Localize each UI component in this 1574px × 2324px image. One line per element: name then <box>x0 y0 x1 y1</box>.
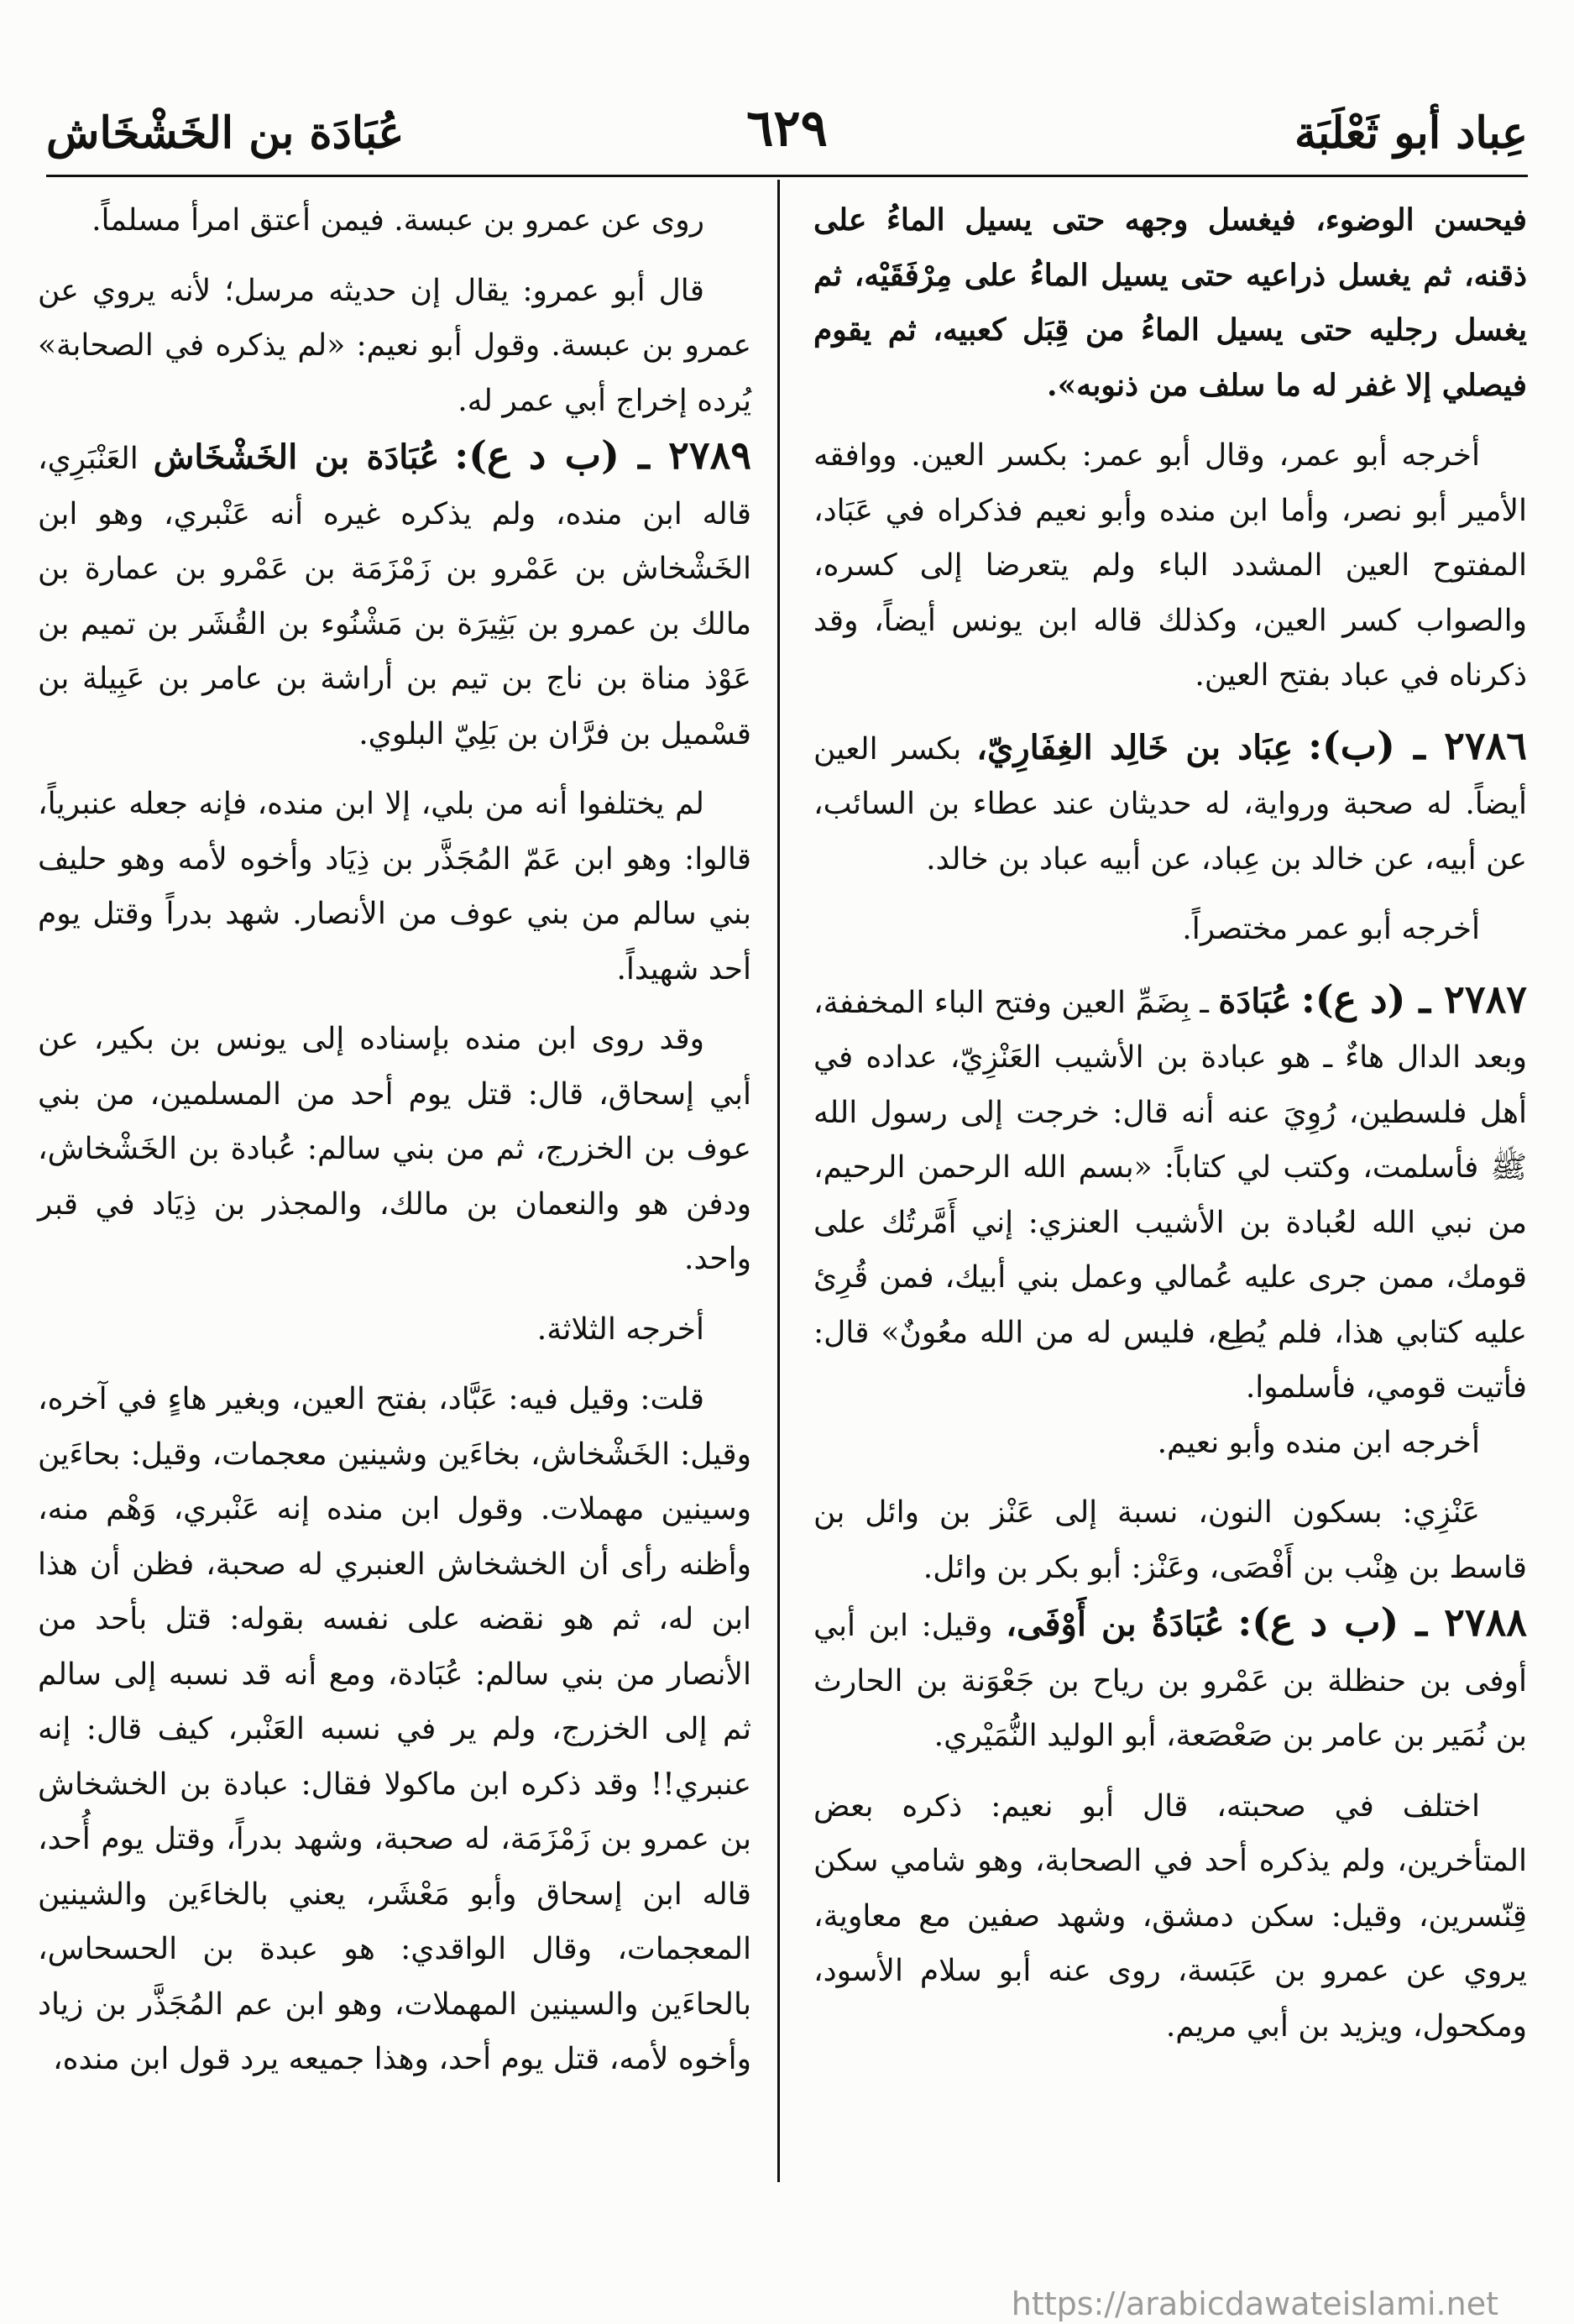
paragraph: اختلف في صحبته، قال أبو نعيم: ذكره بعض المتأخرين، ولم يذكره أحد في الصحابة، وهو شامي سكن قِنّسرين، وقيل: سكن دمشق، وشهد صفين مع معاوية، يروي عن عمرو بن عَبَسة، روى عنه أبو سلام الأسود، ومكحول، ويزيد بن أبي مريم. <box>813 1788 1527 2044</box>
entry-text: العَنْبَرِي، قاله ابن منده، ولم يذكره غيره أنه عَنْبري، وهو ابن الخَشْخاش بن عَمْرو بن زَمْزَمَة بن عَمْرو بن عمارة بن مالك بن عمرو بن بَثِيرَة بن مَشْنُوء بن القُشَر بن تميم بن عَوْذ مناة بن ناج بن تيم بن أراشة بن عامر بن عَبِيلة بن قسْميل بن فرَّان بن بَلِيّ البلوي. <box>38 442 751 751</box>
entry-number: ٢٧٨٦ ـ (ب): <box>1308 722 1527 768</box>
entry-2788 <box>813 1595 1527 1764</box>
entry-2787 <box>813 972 1527 1416</box>
entry-number: ٢٧٨٩ ـ (ب د ع): <box>454 432 751 478</box>
left-column <box>38 193 751 2087</box>
entry-name: عِبَاد بن خَالِد الغِفَارِيّ، <box>976 727 1294 767</box>
page-header <box>46 99 1528 183</box>
paragraph: أخرجه أبو عمر، وقال أبو عمر: بكسر العين. ووافقه الأمير أبو نصر، وأما ابن منده وأبو نعيم فذكراه في عَبَاد، المفتوح العين المشدد الباء ولم يتعرضا إلى كسره، والصواب كسر العين، وكذلك قاله ابن يونس أيضاً، وقد ذكرناه في عباد بفتح العين. <box>813 438 1527 693</box>
paragraph: وقد روى ابن منده بإسناده إلى يونس بن بكير، عن أبي إسحاق، قال: قتل يوم أحد من المسلمين، من بني عوف بن الخزرج، ثم من بني سالم: عُبادة بن الخَشْخاش، ودفن هو والنعمان بن مالك، والمجذر بن ذِيَاد في قبر واحد. <box>38 1022 752 1276</box>
paragraph: أخرجه ابن منده وأبو نعيم. <box>1157 1425 1480 1460</box>
column-divider <box>777 180 780 2182</box>
header-rule <box>46 175 1528 177</box>
entry-text: ـ بِضَمِّ العين وفتح الباء المخففة، وبعد الدال هاءٌ ـ هو عبادة بن الأشيب العَنْزِيّ، عداده في أهل فلسطين، رُوِيَ عنه أنه قال: خرجت إلى رسول الله ﷺ فأسلمت، وكتب لي كتاباً: «بسم الله الرحمن الرحيم، من نبي الله لعُبادة بن الأشيب العنزي: إني أَمَّرتُك على قومك، ممن جرى عليه عُمالي وعمل بني أبيك، فمن قُرِئ عليه كتابي هذا، فلم يُطِع، فليس له من الله معُونٌ» قال: فأتيت قومي، فأسلموا. <box>813 985 1527 1405</box>
entry-2789 <box>38 428 751 762</box>
right-column <box>813 193 1527 2054</box>
paragraph: روى عن عمرو بن عبسة. فيمن أعتق امرأ مسلماً. <box>92 203 704 238</box>
watermark-url: https://arabicdawateislami.net <box>1011 2285 1498 2322</box>
paragraph: فيحسن الوضوء، فيغسل وجهه حتى يسيل الماءُ على ذقنه، ثم يغسل ذراعيه حتى يسيل الماءُ على مِرْفَقَيْه، ثم يغسل رجليه حتى يسيل الماءُ من قِبَل كعبيه، ثم يقوم فيصلي إلا غفر له ما سلف من ذنوبه». <box>813 202 1527 403</box>
page-number: ٦٢٩ <box>746 99 828 158</box>
entry-number: ٢٧٨٧ ـ (د ع): <box>1300 976 1527 1022</box>
running-title-left: عُبَادَة بن الخَشْخَاش <box>46 107 405 159</box>
paragraph: أخرجه الثلاثة. <box>536 1311 704 1347</box>
entry-name: عُبَادَة <box>1218 981 1292 1021</box>
running-title-right: عِباد أبو ثَعْلَبَة <box>1294 107 1528 159</box>
entry-2786 <box>813 719 1527 887</box>
paragraph: لم يختلفوا أنه من بلي، إلا ابن منده، فإنه جعله عنبرياً، قالوا: وهو ابن عَمّ المُجَذَّر بن ذِيَاد وأخوه لأمه وهو حليف بني سالم من بني عوف من الأنصار. شهد بدراً وقتل يوم أحد شهيداً. <box>38 787 751 987</box>
entry-name: عُبَادَة بن الخَشْخَاش <box>153 437 440 477</box>
paragraph: قلت: وقيل فيه: عَبَّاد، بفتح العين، وبغير هاءٍ في آخره، وقيل: الخَشْخاش، بخاءَين وشينين معجمات، وقيل: بحاءَين وسينين مهملات. وقول ابن منده إنه عَنْبري، وَهْم منه، وأظنه رأى أن الخشخاش العنبري له صحبة، فظن أن هذا ابن له، ثم هو نقضه على نفسه بقوله: قتل بأحد من الأنصار من بني سالم: عُبَادة، ومع أنه قد نسبه إلى سالم ثم إلى الخزرج، ولم ير في نسبه العَنْبر، كيف قال: إنه عنبري!! وقد ذكره ابن ماكولا فقال: عبادة بن الخشخاش بن عمرو بن زَمْزَمَة، له صحبة، وشهد بدراً، وقتل يوم أُحد، قاله ابن إسحاق وأبو مَعْشَر، يعني بالخاءَين والشينين المعجمات، وقال الواقدي: هو عبدة بن الحسحاس، بالحاءَين والسينين المهملات، وهو ابن عم المُجَذَّر بن زياد وأخوه لأمه، قتل يوم أحد، وهذا جميعه يرد قول ابن منده، <box>38 1382 751 2076</box>
paragraph: قال أبو عمرو: يقال إن حديثه مرسل؛ لأنه يروي عن عمرو بن عبسة. وقول أبو نعيم: «لم يذكره في الصحابة» يُرده إخراج أبي عمر له. <box>38 273 751 418</box>
paragraph: أخرجه أبو عمر مختصراً. <box>1182 912 1480 946</box>
entry-text: بكسر العين أيضاً. له صحبة ورواية، له حديثان عند عطاء بن السائب، عن أبيه، عن خالد بن عِباد، عن أبيه عباد بن خالد. <box>813 731 1527 877</box>
entry-text: وقيل: ابن أبي أوفى بن حنظلة بن عَمْرو بن رياح بن جَعْوَنة بن الحارث بن نُمَير بن عامر بن صَعْصَعة، أبو الوليد النُّمَيْري. <box>813 1609 1527 1753</box>
paragraph: عَنْزِي: بسكون النون، نسبة إلى عَنْز بن وائل بن قاسط بن هِنْب بن أَفْصَى، وعَنْز: أبو بكر بن وائل. <box>813 1495 1527 1585</box>
entry-number: ٢٧٨٨ ـ (ب د ع): <box>1237 1599 1527 1645</box>
entry-name: عُبَادَةُ بن أَوْفَى، <box>1006 1604 1225 1644</box>
